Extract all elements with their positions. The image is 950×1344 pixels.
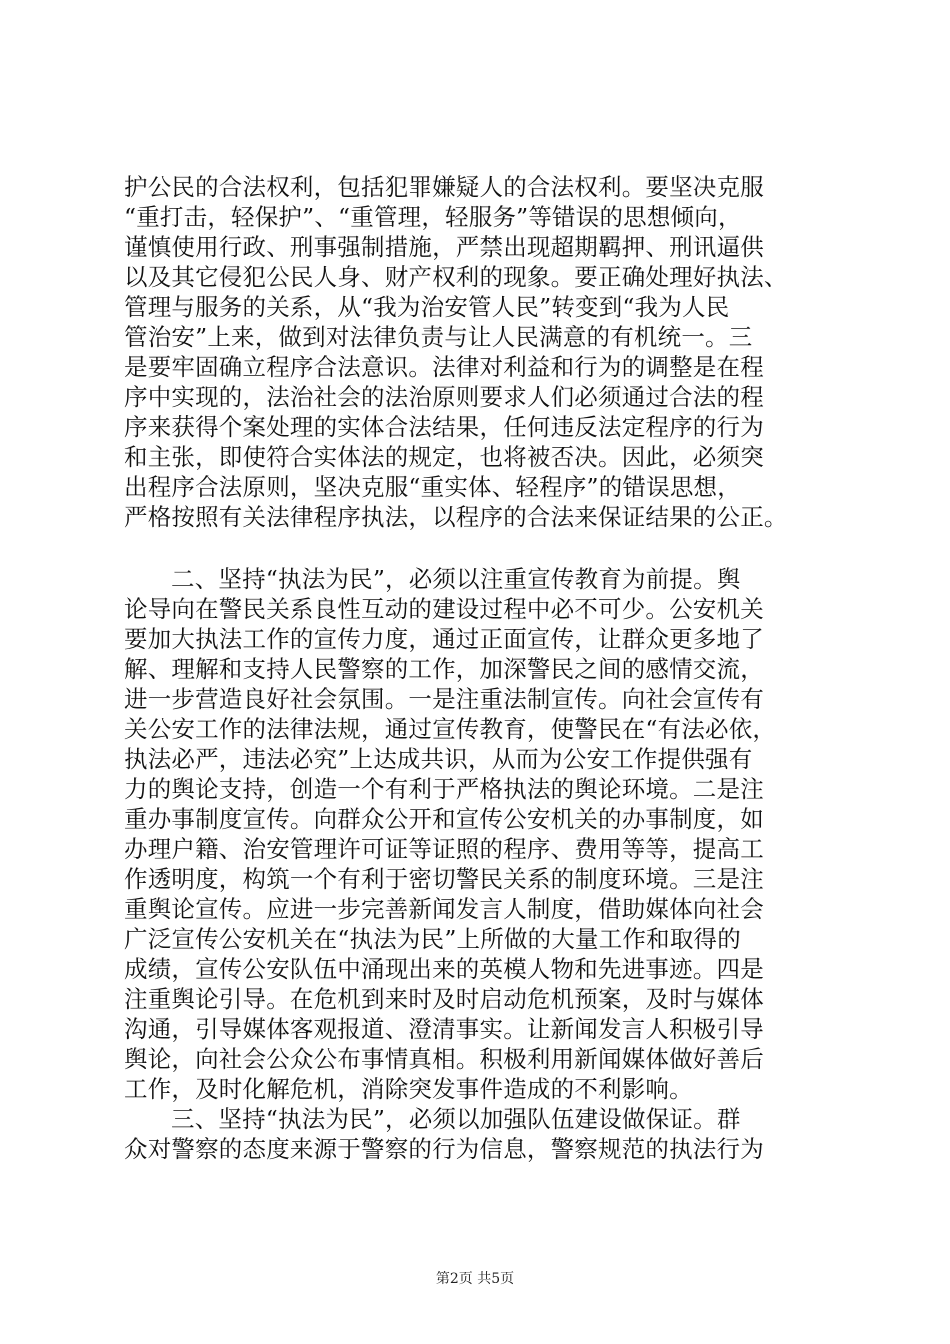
text-line: 执法必严，违法必究”上达成共识，从而为公安工作提供强有 bbox=[124, 745, 753, 773]
text-line: 重办事制度宣传。向群众公开和宣传公安机关的办事制度，如 bbox=[124, 805, 764, 833]
paragraph-2 bbox=[124, 564, 830, 1104]
document-body bbox=[124, 172, 830, 1164]
text-line: 管治安”上来，做到对法律负责与让人民满意的有机统一。三 bbox=[124, 323, 753, 351]
text-line: 护公民的合法权利，包括犯罪嫌疑人的合法权利。要坚决克服 bbox=[124, 173, 764, 201]
text-line: 作透明度，构筑一个有利于密切警民关系的制度环境。三是注 bbox=[124, 865, 764, 893]
paragraph-3 bbox=[124, 1104, 830, 1164]
text-line: 进一步营造良好社会氛围。一是注重法制宣传。向社会宣传有 bbox=[124, 685, 764, 713]
text-line: 力的舆论支持，创造一个有利于严格执法的舆论环境。二是注 bbox=[124, 775, 764, 803]
text-line: 谨慎使用行政、刑事强制措施，严禁出现超期羁押、刑讯逼供 bbox=[124, 233, 764, 261]
text-line: 舆论，向社会公众公布事情真相。积极利用新闻媒体做好善后 bbox=[124, 1045, 764, 1073]
text-line: 序来获得个案处理的实体合法结果，任何违反法定程序的行为 bbox=[124, 413, 764, 441]
text-line: 重舆论宣传。应进一步完善新闻发言人制度，借助媒体向社会 bbox=[124, 895, 764, 923]
text-line: 管理与服务的关系，从“我为治安管人民”转变到“我为人民 bbox=[124, 293, 730, 321]
text-line: 论导向在警民关系良性互动的建设过程中必不可少。公安机关 bbox=[124, 595, 764, 623]
text-line: “重打击，轻保护”、“重管理，轻服务”等错误的思想倾向， bbox=[124, 203, 742, 231]
text-line: 二、坚持“执法为民”，必须以注重宣传教育为前提。舆 bbox=[171, 565, 741, 593]
text-line: 是要牢固确立程序合法意识。法律对利益和行为的调整是在程 bbox=[124, 353, 764, 381]
text-line: 三、坚持“执法为民”，必须以加强队伍建设做保证。群 bbox=[171, 1105, 741, 1133]
text-line: 和主张，即使符合实体法的规定，也将被否决。因此，必须突 bbox=[124, 443, 764, 471]
text-line: 出程序合法原则，坚决克服“重实体、轻程序”的错误思想， bbox=[124, 473, 741, 501]
text-line: 注重舆论引导。在危机到来时及时启动危机预案，及时与媒体 bbox=[124, 985, 764, 1013]
text-line: 严格按照有关法律程序执法，以程序的合法来保证结果的公正。 bbox=[124, 503, 788, 531]
text-line: 成绩，宣传公安队伍中涌现出来的英模人物和先进事迹。四是 bbox=[124, 955, 764, 983]
text-line: 工作，及时化解危机，消除突发事件造成的不利影响。 bbox=[124, 1075, 693, 1103]
text-line: 关公安工作的法律法规，通过宣传教育，使警民在“有法必依， bbox=[124, 715, 777, 743]
text-line: 要加大执法工作的宣传力度，通过正面宣传，让群众更多地了 bbox=[124, 625, 764, 653]
text-line: 以及其它侵犯公民人身、财产权利的现象。要正确处理好执法、 bbox=[124, 263, 788, 291]
text-line: 沟通，引导媒体客观报道、澄清事实。让新闻发言人积极引导 bbox=[124, 1015, 764, 1043]
text-line: 广泛宣传公安机关在“执法为民”上所做的大量工作和取得的 bbox=[124, 925, 741, 953]
page-footer bbox=[0, 1268, 950, 1288]
text-line: 序中实现的，法治社会的法治原则要求人们必须通过合法的程 bbox=[124, 383, 764, 411]
text-line: 解、理解和支持人民警察的工作，加深警民之间的感情交流， bbox=[124, 655, 764, 683]
text-line: 众对警察的态度来源于警察的行为信息，警察规范的执法行为 bbox=[124, 1135, 764, 1163]
text-line: 办理户籍、治安管理许可证等证照的程序、费用等等，提高工 bbox=[124, 835, 764, 863]
page-number-label: 第2页 共5页 bbox=[435, 1271, 515, 1287]
paragraph-1 bbox=[124, 172, 830, 532]
paragraph-spacer bbox=[124, 532, 830, 564]
